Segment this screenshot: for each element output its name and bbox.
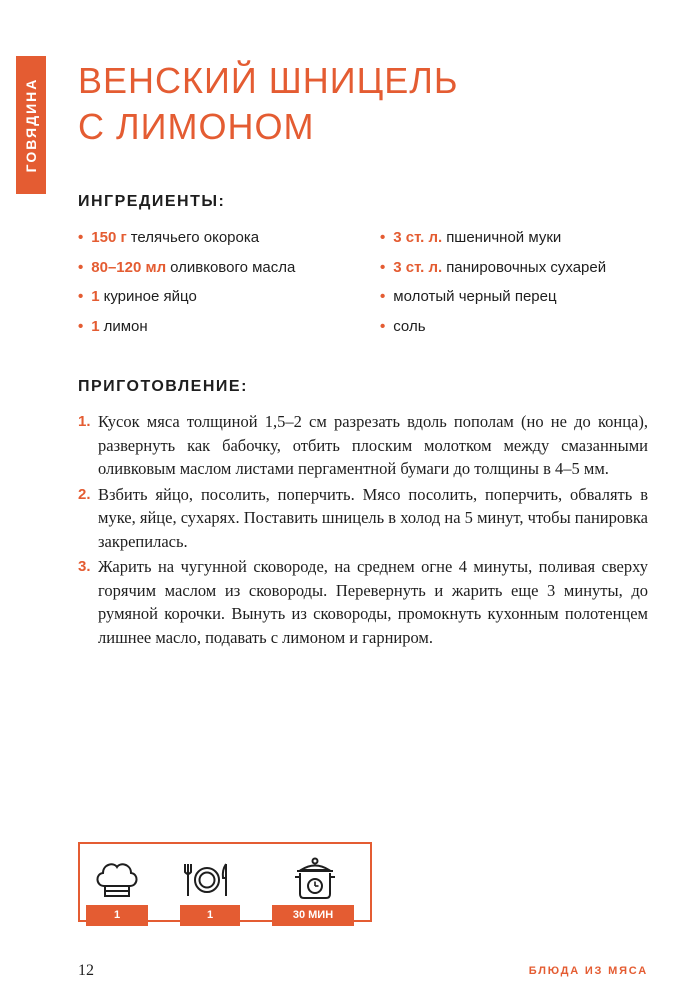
time-badge: 30 МИН (272, 905, 354, 926)
ingredient-item: • 80–120 мл оливкового масла (78, 258, 296, 276)
ingredient-item: • 3 ст. л. пшеничной муки (380, 229, 562, 246)
info-box-line (148, 920, 180, 922)
step-item: 2. Взбить яйцо, посолить, поперчить. Мясо посолить, поперчить, обвалять в муке, яйце, сухарях. Поставить шницель в холод на 5 минут, чтобы панировка закрепилась. (78, 484, 648, 551)
recipe-title-line-2: С ЛИМОНОМ (78, 106, 315, 147)
difficulty-badge: 1 (86, 905, 148, 926)
ingredients-heading: ИНГРЕДИЕНТЫ: (78, 193, 226, 210)
recipe-title-line-1: ВЕНСКИЙ ШНИЦЕЛЬ (78, 60, 459, 101)
chef-hat-icon (92, 856, 142, 902)
section-tab (16, 56, 46, 194)
preparation-heading: ПРИГОТОВЛЕНИЕ: (78, 378, 248, 395)
ingredients-list-right (380, 226, 606, 344)
info-box-line (354, 920, 372, 922)
info-box-line (240, 920, 272, 922)
ingredient-item: • 1 куриное яйцо (78, 288, 197, 305)
ingredient-item: • соль (380, 317, 426, 335)
recipe-title (78, 58, 459, 150)
page-number: 12 (78, 962, 94, 979)
step-item: 1. Кусок мяса толщиной 1,5–2 см разрезать вдоль пополам (но не до конца), развернуть как бабочку, отбить плоским молотком между смазанными оливковым маслом листами пергаментной бумаги до толщины в 4–5 мм. (78, 412, 648, 478)
ingredient-item: • 1 лимон (78, 317, 148, 335)
ingredient-item: • 150 г телячьего окорока (78, 229, 260, 246)
ingredient-item: • молотый черный перец (380, 288, 557, 305)
section-footer: БЛЮДА ИЗ МЯСА (528, 965, 648, 977)
step-item: 3. Жарить на чугунной сковороде, на среднем огне 4 минуты, поливая сверху горячим маслом из сковороды. Перевернуть и жарить еще 3 минуты, до румяной корочки. Вынуть из сковороды, промокнуть кухонным полотенцем лишнее масло, подавать с лимоном и гарниром. (78, 557, 648, 647)
ingredients-list-left (78, 226, 295, 344)
info-box-line (78, 920, 86, 922)
servings-badge: 1 (180, 905, 240, 926)
plate-cutlery-icon (182, 856, 232, 902)
ingredient-item: • 3 ст. л. панировочных сухарей (380, 258, 607, 276)
pot-timer-icon (290, 856, 340, 902)
preparation-steps (78, 410, 648, 651)
section-tab-label: ГОВЯДИНА (23, 77, 39, 173)
